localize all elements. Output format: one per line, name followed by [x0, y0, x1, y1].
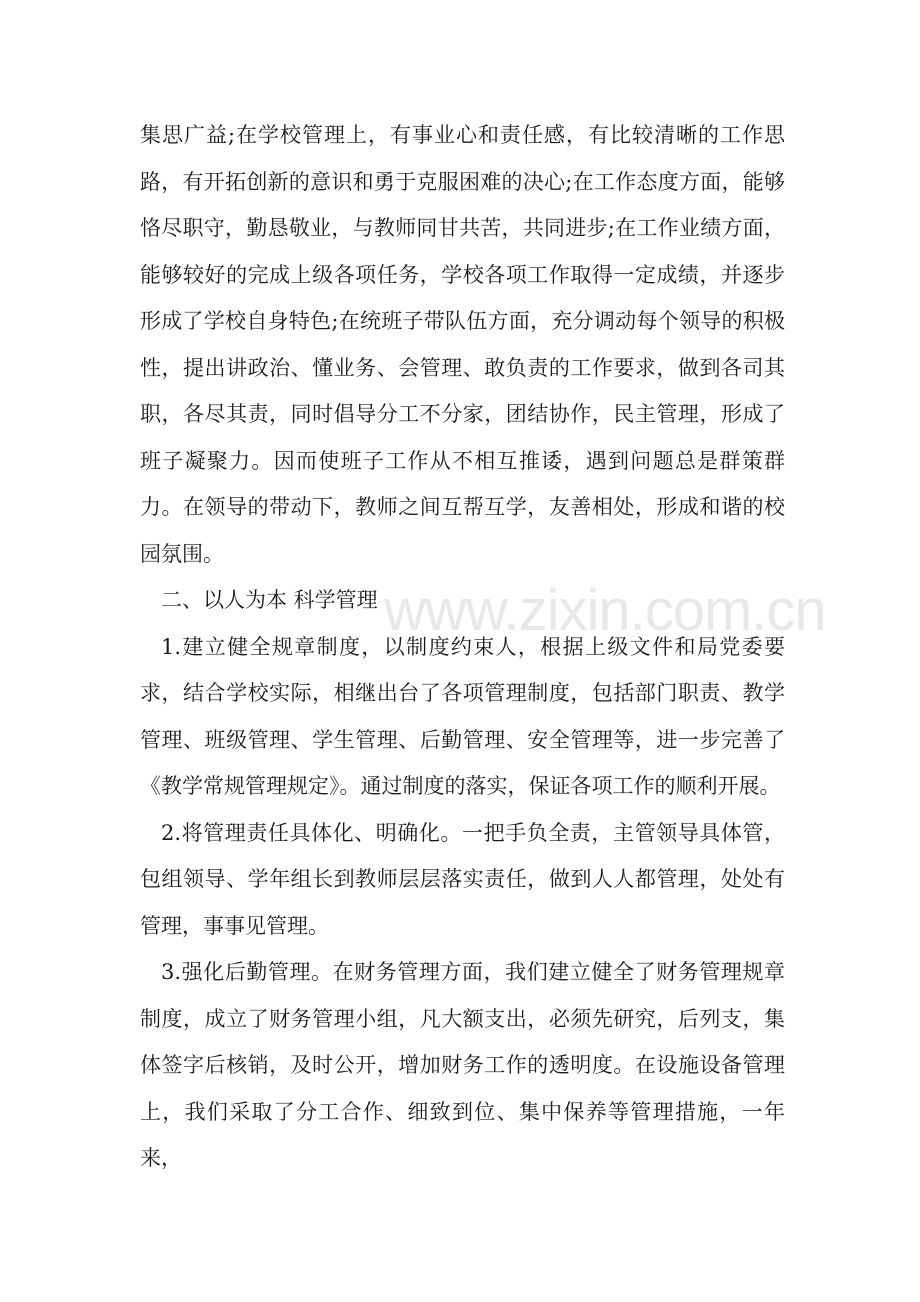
paragraph-rules-system: 1.建立健全规章制度，以制度约束人，根据上级文件和局党委要求，结合学校实际，相继出台了各项管理制度，包括部门职责、教学管理、班级管理、学生管理、后勤管理、安全管理等，进一步完善了《教学常规管理规定》。通过制度的落实，保证各项工作的顺利开展。 [140, 634, 785, 798]
paragraph-leadership-summary: 集思广益;在学校管理上，有事业心和责任感，有比较清晰的工作思路，有开拓创新的意识和勇于克服困难的决心;在工作态度方面，能够恪尽职守，勤恳敬业，与教师同甘共苦，共同进步;在工作业绩方面，能够较好的完成上级各项任务，学校各项工作取得一定成绩，并逐步形成了学校自身特色;在统班子带队伍方面，充分调动每个领导的积极性，提出讲政治、懂业务、会管理、敢负责的工作要求，做到各司其职，各尽其责，同时倡导分工不分家，团结协作，民主管理，形成了班子凝聚力。因而使班子工作从不相互推诿，遇到问题总是群策群力。在领导的带动下，教师之间互帮互学，友善相处，形成和谐的校园氛围。 [140, 123, 785, 566]
watermark-text: www.zixin.com.cn [384, 578, 826, 643]
paragraph-responsibility: 2.将管理责任具体化、明确化。一把手负全责，主管领导具体管，包组领导、学年组长到教师层层落实责任，做到人人都管理，处处有管理，事事见管理。 [140, 820, 785, 938]
document-body [140, 112, 785, 1182]
section-heading-people-oriented: 二、以人为本 科学管理 [161, 588, 378, 612]
paragraph-logistics: 3.强化后勤管理。在财务管理方面，我们建立健全了财务管理规章制度，成立了财务管理小组，凡大额支出，必须先研究，后列支，集体签字后核销，及时公开，增加财务工作的透明度。在设施设备管理上，我们采取了分工合作、细致到位、集中保养等管理措施，一年来， [140, 960, 785, 1170]
